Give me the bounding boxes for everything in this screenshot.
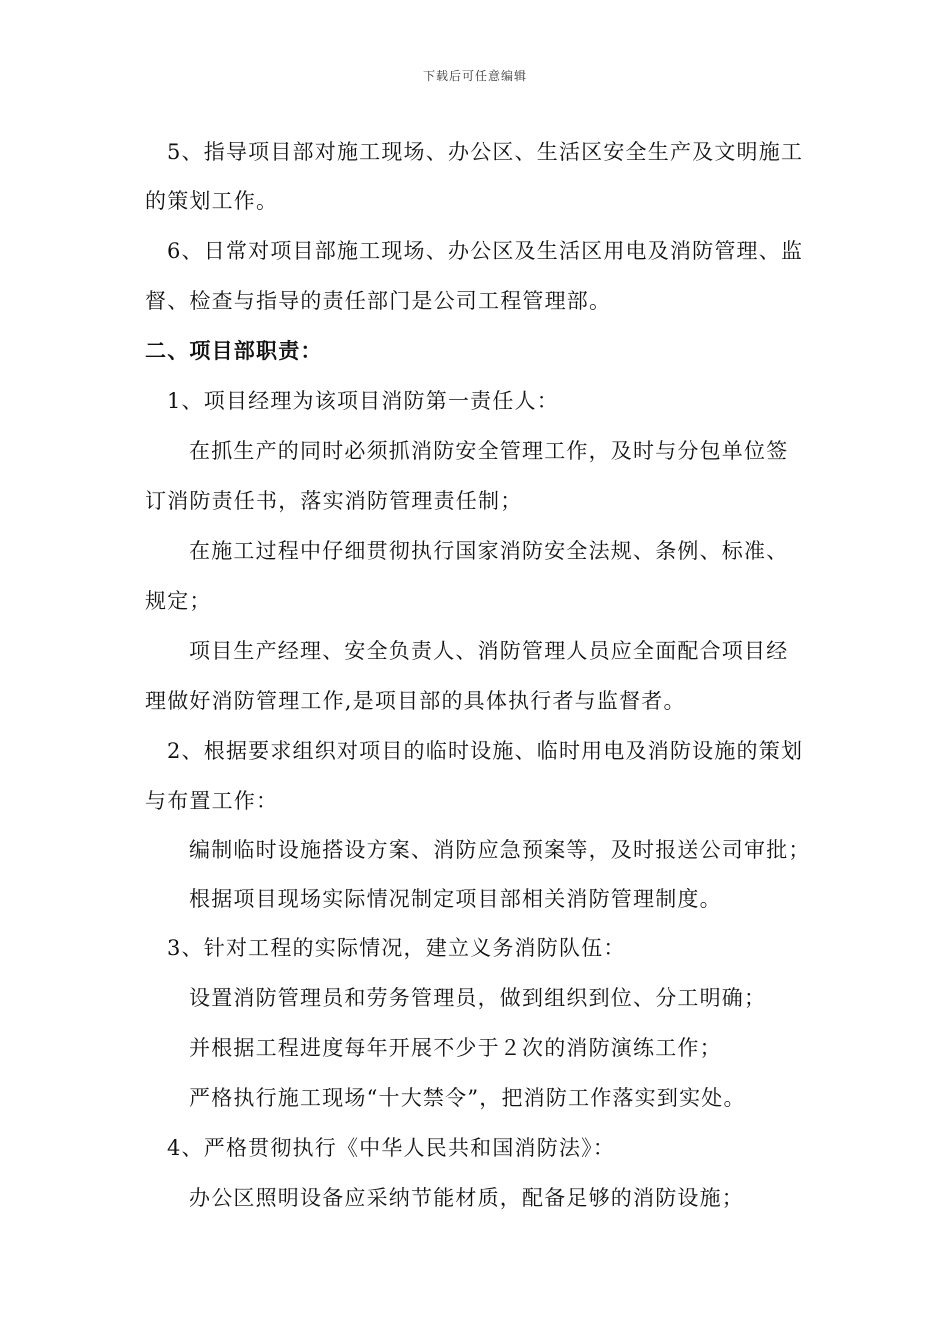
text-line-duty1-b: 在施工过程中仔细贯彻执行国家消防安全法规、条例、标准、: [189, 539, 789, 563]
text-line-item5-cont: 的策划工作。: [145, 189, 279, 213]
text-line-duty3-a: 设置消防管理员和劳务管理员，做到组织到位、分工明确；: [189, 986, 767, 1010]
text-line-duty3-b: 并根据工程进度每年开展不少于２次的消防演练工作；: [189, 1036, 722, 1060]
text-line-duty1-a: 在抓生产的同时必须抓消防安全管理工作，及时与分包单位签: [189, 439, 789, 463]
header-note: 下载后可任意编辑: [422, 69, 527, 83]
text-line-duty2-cont: 与布置工作：: [145, 789, 279, 813]
text-line-duty4-a: 办公区照明设备应采纳节能材质，配备足够的消防设施；: [189, 1186, 744, 1210]
text-line-duty4: 4、严格贯彻执行《中华人民共和国消防法》：: [167, 1136, 616, 1160]
text-line-duty1-b-cont: 规定；: [145, 589, 212, 613]
section-heading: 二、项目部职责：: [145, 338, 323, 363]
text-line-duty1-a-cont: 订消防责任书，落实消防管理责任制；: [145, 489, 523, 513]
text-line-duty3: 3、针对工程的实际情况，建立义务消防队伍：: [167, 936, 626, 960]
text-line-duty3-c: 严格执行施工现场“十大禁令”，把消防工作落实到实处。: [189, 1086, 746, 1110]
text-line-item6-cont: 督、检查与指导的责任部门是公司工程管理部。: [145, 289, 612, 313]
text-line-duty1-c-cont: 理做好消防管理工作,是项目部的具体执行者与监督者。: [145, 689, 686, 713]
text-line-item5: 5、指导项目部对施工现场、办公区、生活区安全生产及文明施工: [167, 140, 804, 164]
text-line-duty2: 2、根据要求组织对项目的临时设施、临时用电及消防设施的策划: [167, 739, 804, 763]
text-line-item6: 6、日常对项目部施工现场、办公区及生活区用电及消防管理、监: [167, 239, 804, 263]
text-line-duty2-a: 编制临时设施搭设方案、消防应急预案等，及时报送公司审批；: [189, 838, 811, 862]
text-line-duty2-b: 根据项目现场实际情况制定项目部相关消防管理制度。: [189, 887, 722, 911]
text-line-duty1-c: 项目生产经理、安全负责人、消防管理人员应全面配合项目经: [189, 639, 789, 663]
text-line-duty1: 1、项目经理为该项目消防第一责任人：: [167, 389, 559, 413]
